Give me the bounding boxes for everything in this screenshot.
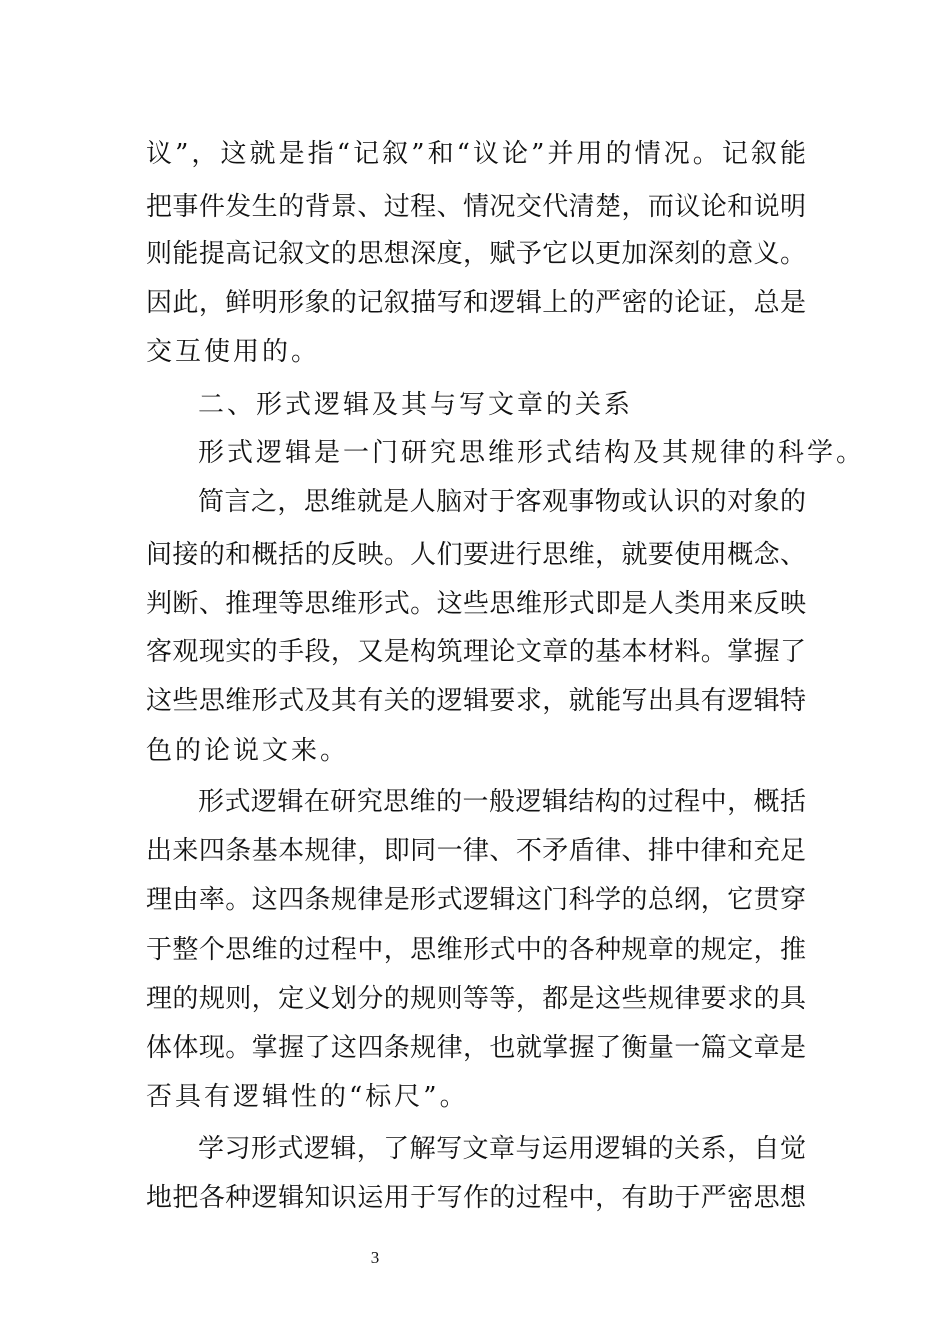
text-line: 理由率。这四条规律是形式逻辑这门科学的总纲，它贯穿 [146,885,806,915]
text-line: 形式逻辑在研究思维的一般逻辑结构的过程中，概括 [198,787,806,817]
text-line: 客观现实的手段，又是构筑理论文章的基本材料。掌握了 [146,637,806,667]
page-number: 3 [370,1248,380,1267]
text-line: 议”，这就是指“记叙”和“议论”并用的情况。记叙能 [146,139,806,169]
text-line: 否具有逻辑性的“标尺”。 [146,1082,469,1112]
text-line: 形式逻辑是一门研究思维形式结构及其规律的科学。 [198,438,866,468]
text-line: 简言之，思维就是人脑对于客观事物或认识的对象的 [198,487,806,517]
section-heading: 二、形式逻辑及其与写文章的关系 [198,390,634,420]
text-line: 出来四条基本规律，即同一律、不矛盾律、排中律和充足 [146,836,806,866]
text-line: 这些思维形式及其有关的逻辑要求，就能写出具有逻辑特 [146,686,806,716]
text-line: 则能提高记叙文的思想深度，赋予它以更加深刻的意义。 [146,239,806,269]
text-line: 理的规则，定义划分的规则等等，都是这些规律要求的具 [146,984,806,1014]
text-line: 于整个思维的过程中，思维形式中的各种规章的规定，推 [146,935,806,965]
text-line: 交互使用的。 [146,337,321,367]
text-line: 体体现。掌握了这四条规律，也就掌握了衡量一篇文章是 [146,1033,806,1063]
text-line: 判断、推理等思维形式。这些思维形式即是人类用来反映 [146,589,806,619]
text-line: 间接的和概括的反映。人们要进行思维，就要使用概念、 [146,540,806,570]
text-line: 把事件发生的背景、过程、情况交代清楚，而议论和说明 [146,192,806,222]
text-line: 因此，鲜明形象的记叙描写和逻辑上的严密的论证，总是 [146,288,806,318]
text-line: 色的论说文来。 [146,736,350,766]
text-line: 学习形式逻辑，了解写文章与运用逻辑的关系，自觉 [198,1134,806,1164]
text-line: 地把各种逻辑知识运用于写作的过程中，有助于严密思想 [146,1183,806,1213]
